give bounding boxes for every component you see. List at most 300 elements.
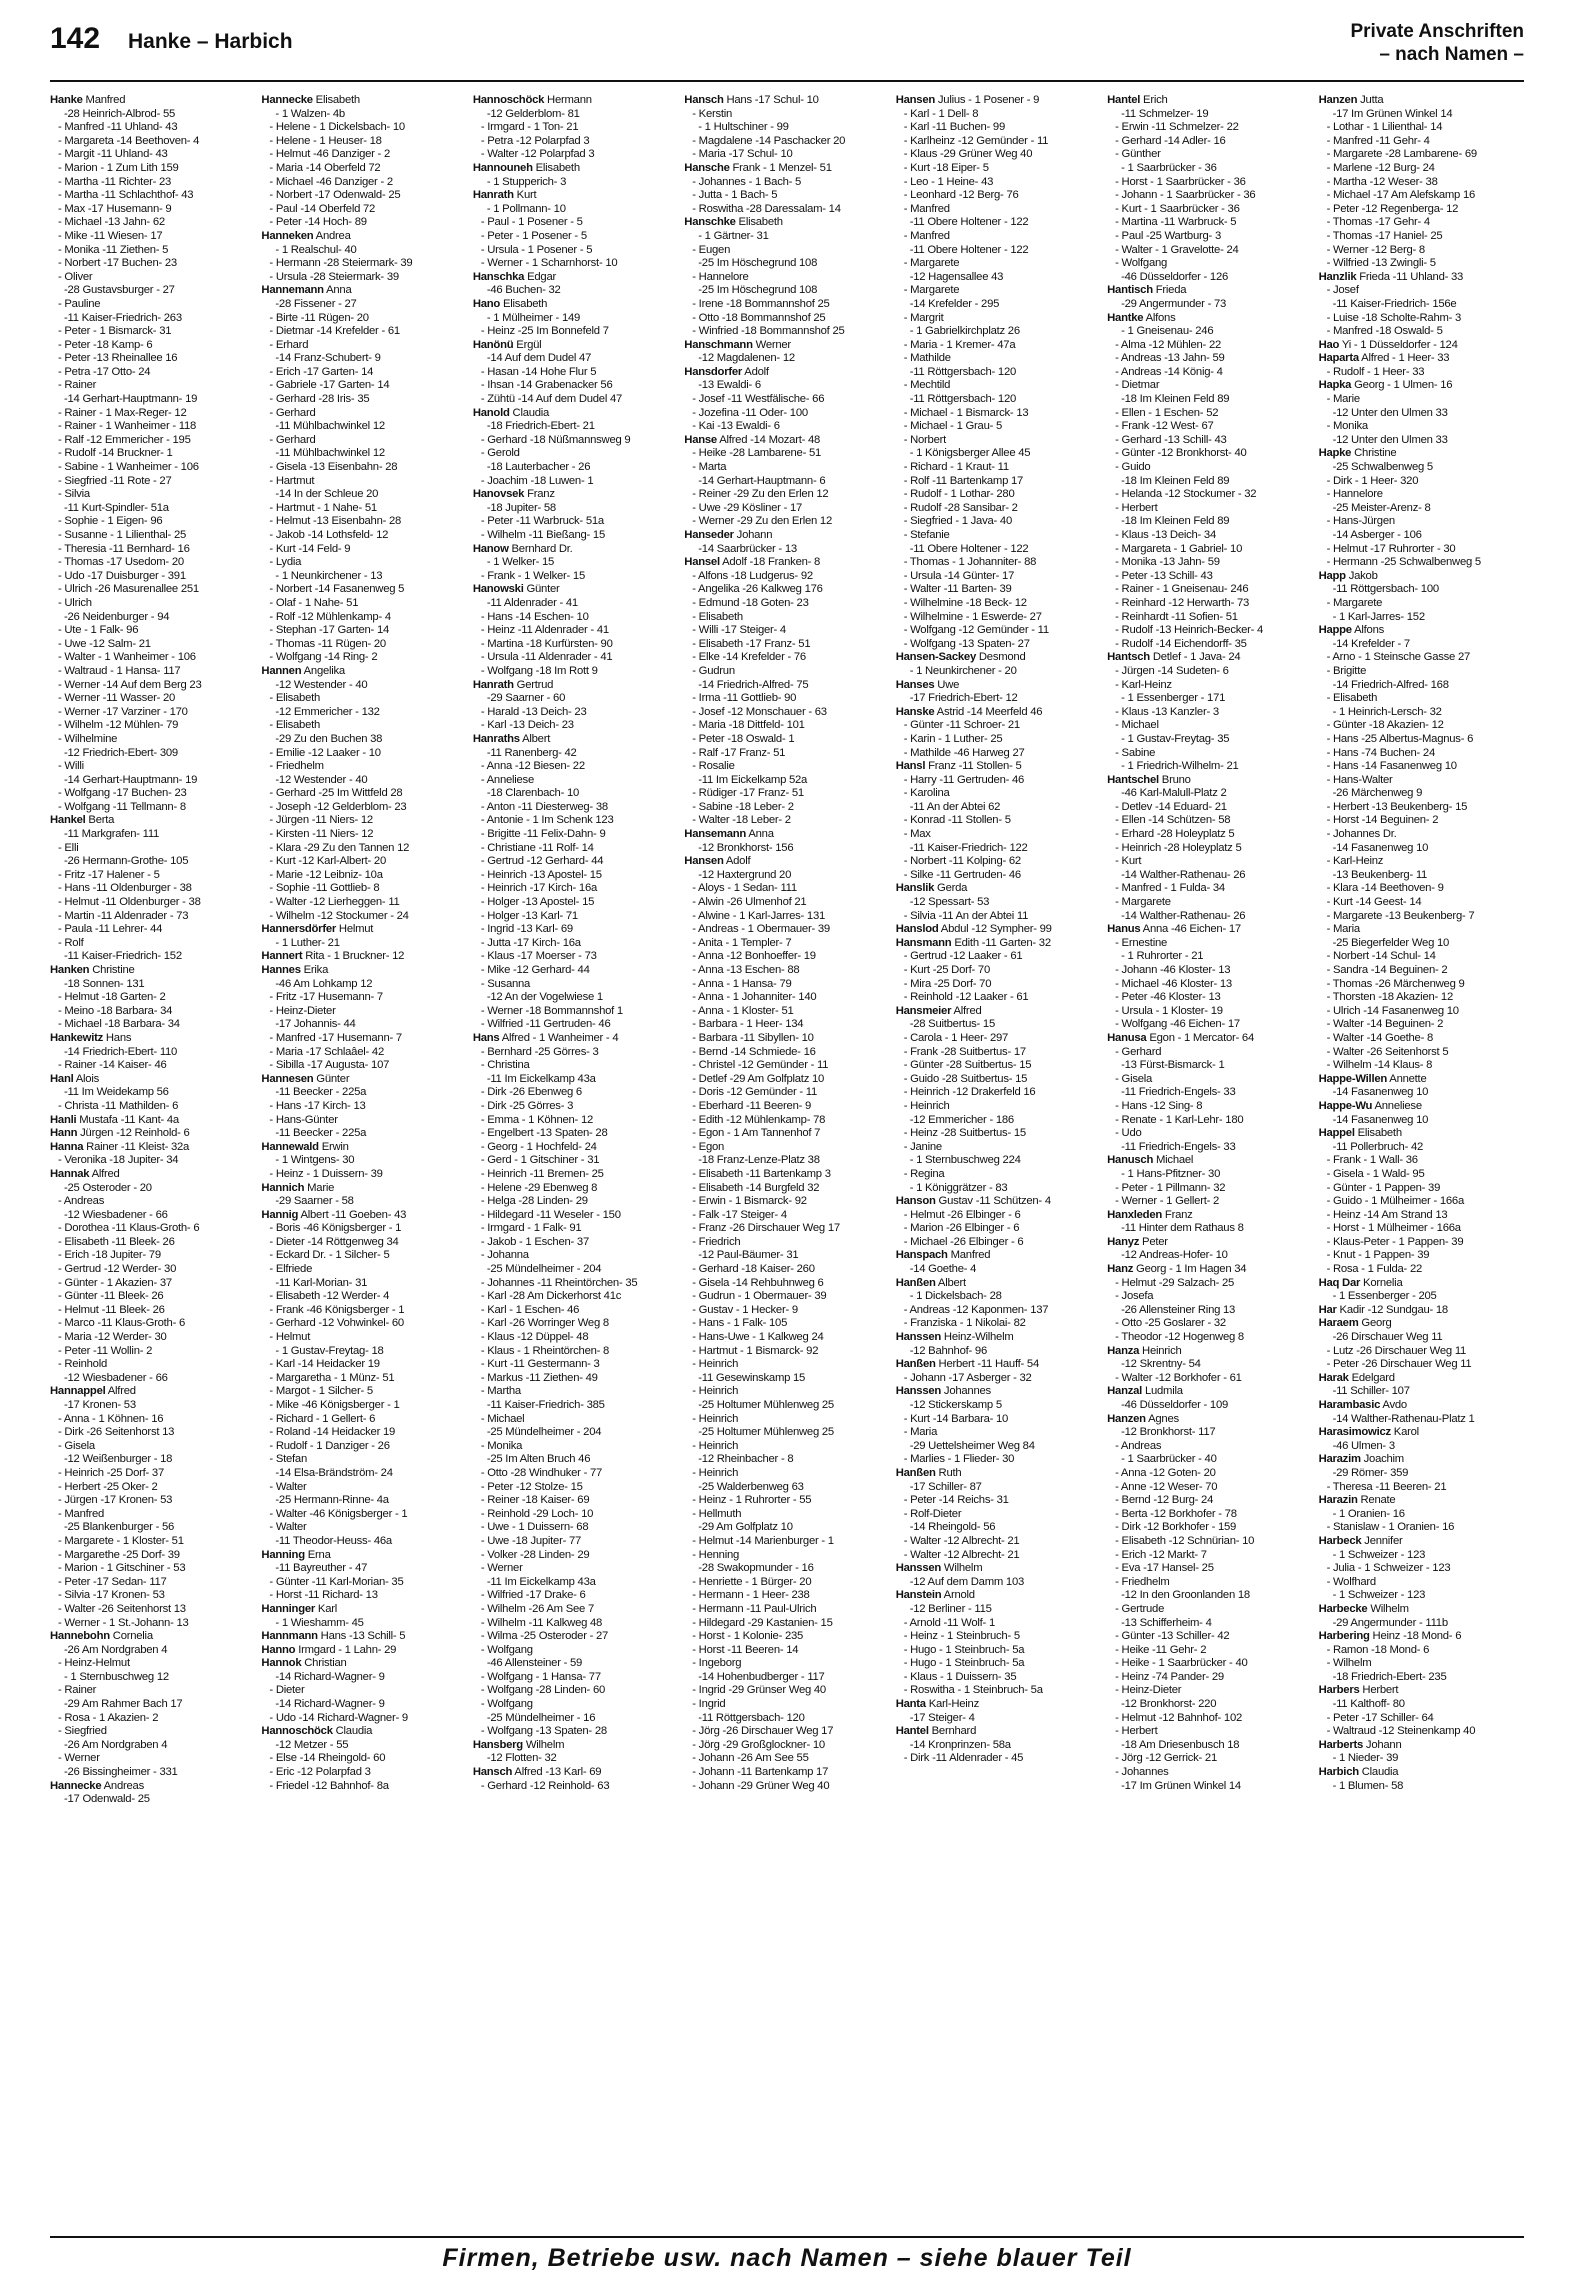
- surname: Hanssen: [895, 1562, 942, 1575]
- surname: Happ: [1318, 569, 1346, 582]
- directory-entry: -12 Metzer - 55: [275, 1738, 349, 1751]
- directory-entry: -25 Im Alten Bruch 46: [486, 1453, 591, 1466]
- directory-entry-head: Hansemann Anna: [684, 828, 774, 841]
- directory-entry-head: Hanno Irmgard - 1 Lahn- 29: [261, 1643, 397, 1656]
- directory-entry: - Maria - 1 Kremer- 47a: [903, 338, 1016, 351]
- directory-entry: - Marion - 1 Zum Lith 159: [58, 161, 179, 174]
- directory-entry: - 1 Hans-Pfitzner- 30: [1121, 1167, 1221, 1180]
- directory-entry: - Günter -13 Schiller- 42: [1115, 1630, 1230, 1643]
- directory-entry: - Heinz -11 Aldenrader - 41: [480, 624, 609, 637]
- directory-entry: -18 Im Kleinen Feld 89: [1121, 474, 1230, 487]
- directory-entry: -12 Emmericher - 186: [909, 1113, 1014, 1126]
- directory-entry: - Norbert -17 Odenwald- 25: [269, 189, 401, 202]
- directory-entry: - Theodor -12 Hogenweg 8: [1115, 1331, 1244, 1344]
- directory-entry: -18 Friedrich-Ebert- 21: [486, 420, 595, 433]
- directory-entry: - Gerold: [480, 447, 520, 460]
- directory-entry: - Elisabeth -14 Burgfeld 32: [692, 1181, 820, 1194]
- surname: Hanses: [895, 678, 935, 691]
- directory-entry: -12 In den Groonlanden 18: [1121, 1589, 1250, 1602]
- directory-entry: - Wolfgang -13 Spaten- 27: [903, 637, 1030, 650]
- surname: Hanrath: [472, 678, 514, 691]
- surname: Hanson: [895, 1195, 936, 1208]
- directory-entry: - Arno - 1 Steinsche Gasse 27: [1326, 651, 1471, 664]
- surname: Hannecke: [261, 94, 313, 106]
- directory-entry-head: Hanönü Ergül: [472, 338, 542, 351]
- directory-entry: - Gerhard -12 Vohwinkel- 60: [269, 1317, 404, 1330]
- directory-entry: - Herbert -25 Oker- 2: [58, 1480, 158, 1493]
- directory-entry-head: Hantel Bernhard: [895, 1725, 977, 1738]
- directory-entry: -25 Osteroder - 20: [64, 1181, 152, 1194]
- directory-entry: - Hartmut - 1 Nahe- 51: [269, 501, 377, 514]
- directory-entry: - 1 Sternbuschweg 12: [64, 1670, 169, 1683]
- surname: Hanyz: [1107, 1235, 1140, 1248]
- directory-entry: - Leonhard -12 Berg- 76: [903, 189, 1019, 202]
- directory-entry: - Gisela - 1 Wald- 95: [1326, 1167, 1425, 1180]
- directory-entry: -18 Lauterbacher - 26: [486, 461, 591, 474]
- surname: Harasimowicz: [1318, 1426, 1391, 1439]
- surname: Hantke: [1107, 311, 1144, 324]
- directory-entry: - Birte -11 Rügen- 20: [269, 311, 369, 324]
- directory-entry: - Knut - 1 Pappen- 39: [1326, 1249, 1430, 1262]
- directory-entry: - 1 Pollmann- 10: [486, 202, 566, 215]
- directory-entry: - 1 Sternbuschweg 224: [909, 1154, 1021, 1167]
- surname: Hantsch: [1107, 651, 1150, 664]
- directory-entry: - Jürgen -14 Sudeten- 6: [1115, 664, 1229, 677]
- directory-entry: -11 Karl-Morian- 31: [275, 1276, 368, 1289]
- directory-entry: - Josef: [1326, 284, 1359, 297]
- directory-entry: - Christel -12 Gemünder - 11: [692, 1059, 829, 1072]
- directory-entry: - Richard - 1 Gellert- 6: [269, 1412, 376, 1425]
- directory-entry: - Klara -14 Beethoven- 9: [1326, 882, 1444, 895]
- directory-entry-head: Happe-Willen Annette: [1318, 1072, 1427, 1085]
- directory-entry: -25 Mündelheimer - 16: [486, 1711, 596, 1724]
- directory-entry: - Anna -12 Bonhoeffer- 19: [692, 950, 816, 963]
- directory-entry: - 1 Oranien- 16: [1332, 1507, 1405, 1520]
- directory-entry: - Wolfgang -18 Im Rott 9: [480, 664, 598, 677]
- directory-entry: -12 Unter den Ulmen 33: [1332, 406, 1448, 419]
- surname: Hanke: [50, 94, 83, 106]
- directory-entry-head: Harbecke Wilhelm: [1318, 1602, 1409, 1615]
- directory-entry: -11 Mühlbachwinkel 12: [275, 420, 385, 433]
- directory-entry: - Alwine - 1 Karl-Jarres- 131: [692, 909, 826, 922]
- directory-entry: - Hermann -25 Schwalbenweg 5: [1326, 556, 1481, 569]
- directory-entry-head: Hanna Rainer -11 Kleist- 32a: [50, 1140, 190, 1153]
- directory-entry: - Uwe -18 Jupiter- 77: [480, 1534, 582, 1547]
- directory-entry: -14 Gerhart-Hauptmann- 19: [64, 773, 198, 786]
- directory-entry: - Holger -13 Karl- 71: [480, 909, 578, 922]
- surname: Hanl: [50, 1072, 74, 1085]
- directory-entry: - Michael -18 Barbara- 34: [58, 1018, 180, 1031]
- directory-entry: - Wolfgang -14 Ring- 2: [269, 651, 378, 664]
- directory-entry-head: Hannmann Hans -13 Schill- 5: [261, 1630, 406, 1643]
- directory-entry: -46 Am Lohkamp 12: [275, 977, 373, 990]
- directory-entry: - Kurt -25 Dorf- 70: [903, 964, 990, 976]
- directory-entry: - Kurt -11 Gestermann- 3: [480, 1358, 600, 1371]
- directory-entry: -12 Gelderblom- 81: [486, 107, 580, 120]
- directory-entry: - Wolfgang: [480, 1698, 533, 1711]
- directory-entry-head: Hanning Erna: [261, 1548, 331, 1561]
- directory-entry: -14 Elsa-Brändström- 24: [275, 1466, 393, 1479]
- directory-entry: - Petra -12 Polarpfad 3: [480, 134, 590, 147]
- directory-entry: - Franziska - 1 Nikolai- 82: [903, 1317, 1026, 1330]
- directory-entry: - Walter -26 Seitenhorst 13: [58, 1602, 186, 1615]
- directory-entry: - Franz -26 Dirschauer Weg 17: [692, 1222, 840, 1235]
- directory-entry-head: Hanke Manfred: [50, 94, 126, 106]
- surname: Hannmann: [261, 1630, 318, 1643]
- directory-entry: -11 Ranenberg- 42: [486, 746, 577, 759]
- directory-entry: - Ellen -14 Schützen- 58: [1115, 814, 1231, 827]
- directory-entry: -18 Clarenbach- 10: [486, 787, 580, 800]
- directory-entry: -26 Neidenburger - 94: [64, 610, 170, 623]
- directory-entry: - Marco -11 Klaus-Groth- 6: [58, 1317, 186, 1330]
- surname: Haq Dar: [1318, 1276, 1361, 1289]
- directory-entry: - Pauline: [58, 297, 101, 310]
- directory-entry: - Peter - 1 Pillmann- 32: [1115, 1181, 1226, 1194]
- directory-entry: -11 Mühlbachwinkel 12: [275, 447, 385, 460]
- directory-entry: - Fritz -17 Halener - 5: [58, 868, 160, 881]
- directory-entry: -29 Römer- 359: [1332, 1466, 1409, 1479]
- directory-entry: - Werner -18 Bommannshof 1: [480, 1004, 623, 1017]
- directory-entry: - Norbert: [903, 433, 947, 446]
- directory-entry-head: Hansdorfer Adolf: [684, 365, 769, 378]
- directory-entry: - Leo - 1 Heine- 43: [903, 175, 994, 188]
- directory-entry: - Frank -46 Königsberger - 1: [269, 1303, 405, 1316]
- directory-entry: - Wolfgang -11 Tellmann- 8: [58, 800, 186, 813]
- directory-entry: - Silke -11 Gertruden- 46: [903, 868, 1021, 881]
- directory-entry: -46 Düsseldorfer - 126: [1121, 270, 1229, 283]
- directory-entry: -29 Zu den Buchen 38: [275, 732, 383, 745]
- directory-column: [896, 94, 1101, 2204]
- directory-entry-head: Haparta Alfred - 1 Heer- 33: [1318, 352, 1450, 365]
- directory-entry: - Ihsan -14 Grabenacker 56: [480, 379, 613, 392]
- directory-entry-head: Hannak Alfred: [50, 1167, 120, 1180]
- directory-entry: - Peter -13 Schill- 43: [1115, 569, 1213, 582]
- directory-entry: - Paul -25 Wartburg- 3: [1115, 229, 1221, 242]
- directory-entry-head: Hanneken Andrea: [261, 229, 351, 242]
- directory-entry: -12 Hagensallee 43: [909, 270, 1004, 283]
- directory-entry: - Markus -11 Ziethen- 49: [480, 1371, 598, 1384]
- directory-entry: - Margarete: [1115, 896, 1171, 909]
- directory-entry-head: Hannersdörfer Helmut: [261, 923, 374, 936]
- directory-entry: - Walter -46 Königsberger - 1: [269, 1507, 408, 1520]
- directory-entry-head: Hanrath Kurt: [472, 189, 537, 202]
- directory-entry: - Josefa: [1115, 1290, 1154, 1303]
- directory-entry: - Gerhard -12 Reinhold- 63: [480, 1779, 610, 1792]
- surname: Hanse: [684, 433, 717, 446]
- directory-entry-head: Harbers Herbert: [1318, 1684, 1399, 1697]
- directory-entry: - Johann - 1 Saarbrücker - 36: [1115, 189, 1256, 202]
- surname: Hanschke: [684, 216, 736, 229]
- directory-column: [261, 94, 466, 2204]
- directory-entry: - Heinrich: [903, 1099, 950, 1112]
- surname: Hanken: [50, 964, 90, 976]
- directory-entry: - Anna - 1 Johanniter- 140: [692, 991, 817, 1004]
- directory-entry: - Edmund -18 Goten- 23: [692, 596, 809, 609]
- directory-entry: - Harald -13 Deich- 23: [480, 705, 587, 718]
- directory-entry: - Rainer - 1 Wanheimer - 118: [58, 420, 197, 433]
- directory-entry: - Irmgard - 1 Falk- 91: [480, 1222, 582, 1235]
- directory-entry: - Günter -11 Bleek- 26: [58, 1290, 164, 1303]
- directory-entry: - Elisabeth -11 Bartenkamp 3: [692, 1167, 831, 1180]
- directory-entry: -12 Bronkhorst- 117: [1121, 1426, 1216, 1439]
- directory-entry: - Marie -12 Leibniz- 10a: [269, 868, 383, 881]
- directory-entry: - Ulrich: [58, 596, 92, 609]
- directory-entry: - Kurt -18 Eiper- 5: [903, 161, 989, 174]
- directory-entry: -11 Obere Holtener - 122: [909, 542, 1029, 555]
- directory-entry: - Marlies - 1 Flieder- 30: [903, 1453, 1015, 1466]
- directory-entry: - Emilie -12 Laaker - 10: [269, 746, 381, 759]
- directory-entry: -14 In der Schleue 20: [275, 488, 379, 501]
- directory-entry: - Manfred: [903, 202, 950, 215]
- surname: Harberts: [1318, 1738, 1364, 1751]
- directory-entry-head: Hansel Adolf -18 Franken- 8: [684, 556, 821, 569]
- surname: Hanschka: [472, 270, 525, 283]
- directory-entry-head: Hanta Karl-Heinz: [895, 1698, 979, 1711]
- directory-entry-head: Haraem Georg: [1318, 1317, 1392, 1330]
- directory-entry: - Heinz - 1 Ruhrorter - 55: [692, 1494, 812, 1507]
- directory-entry: - Frank -28 Suitbertus- 17: [903, 1045, 1026, 1058]
- directory-entry: - Johannes -11 Rheintörchen- 35: [480, 1276, 638, 1289]
- directory-entry: - Hildegard -29 Kastanien- 15: [692, 1616, 833, 1629]
- surname: Hanslod: [895, 923, 939, 936]
- surname: Hanna: [50, 1140, 84, 1153]
- surname: Hannes: [261, 964, 301, 976]
- directory-entry: - Wilhelmine: [58, 732, 118, 745]
- directory-entry: -26 Am Nordgraben 4: [64, 1643, 168, 1656]
- directory-entry: - Rolf-Dieter: [903, 1507, 962, 1520]
- directory-entry: - Waltraud -12 Steinenkamp 40: [1326, 1725, 1476, 1738]
- directory-entry: - Michael -17 Am Alefskamp 16: [1326, 189, 1476, 202]
- directory-entry: - Jürgen -11 Niers- 12: [269, 814, 373, 827]
- directory-column: [684, 94, 889, 2204]
- surname: Hantschel: [1107, 773, 1159, 786]
- directory-entry: - Falk -17 Steiger- 4: [692, 1208, 787, 1221]
- directory-entry: - Gabriele -17 Garten- 14: [269, 379, 390, 392]
- directory-entry-head: Harbich Claudia: [1318, 1766, 1399, 1779]
- directory-entry: - Sibilla -17 Augusta- 107: [269, 1059, 390, 1072]
- directory-entry: - Klaus -29 Grüner Weg 40: [903, 148, 1033, 161]
- directory-entry: -18 Franz-Lenze-Platz 38: [698, 1154, 820, 1167]
- directory-entry: -11 Gesewinskamp 15: [698, 1371, 806, 1384]
- directory-entry: - Rudolf - 1 Danziger - 26: [269, 1439, 390, 1452]
- directory-entry: - Bernd -12 Burg- 24: [1115, 1494, 1214, 1507]
- surname: Hanslik: [895, 882, 935, 895]
- directory-entry: - Gerd - 1 Gitschiner - 31: [480, 1154, 600, 1167]
- directory-entry: - Rudolf -13 Heinrich-Becker- 4: [1115, 624, 1264, 637]
- directory-entry-head: Hansberg Wilhelm: [472, 1738, 565, 1751]
- directory-entry: - Siegfried: [58, 1725, 107, 1738]
- directory-entry: - Ralf -12 Emmericher - 195: [58, 433, 191, 446]
- directory-entry: - Horst -11 Beeren- 14: [692, 1643, 799, 1656]
- directory-entry: - Irma -11 Gottlieb- 90: [692, 692, 797, 705]
- directory-entry: - Irene -18 Bommannshof 25: [692, 297, 830, 310]
- directory-entry: - Anna - 1 Köhnen- 16: [58, 1412, 164, 1425]
- directory-entry: - Engelbert -13 Spaten- 28: [480, 1127, 608, 1140]
- directory-entry: - Udo: [1115, 1127, 1142, 1140]
- directory-entry: - Jutta - 1 Bach- 5: [692, 189, 778, 202]
- directory-entry: - Horst -14 Beguinen- 2: [1326, 814, 1439, 827]
- directory-entry: - Uwe -29 Kösliner - 17: [692, 501, 803, 514]
- directory-entry-head: Hanz Georg - 1 Im Hagen 34: [1107, 1263, 1247, 1276]
- directory-entry: - Reinhard -12 Herwarth- 73: [1115, 596, 1250, 609]
- directory-entry: -25 Schwalbenweg 5: [1332, 461, 1433, 474]
- directory-entry: -26 Hermann-Grothe- 105: [64, 855, 189, 868]
- surname: Hanz: [1107, 1263, 1134, 1276]
- directory-entry: - 1 Walzen- 4b: [275, 107, 345, 120]
- directory-column: [1319, 94, 1524, 2204]
- directory-entry: - Janine: [903, 1140, 942, 1153]
- directory-entry-head: Hantke Alfons: [1107, 311, 1176, 324]
- directory-entry: -17 Im Grünen Winkel 14: [1121, 1779, 1241, 1792]
- section-title-line-1: Private Anschriften: [1350, 21, 1524, 42]
- directory-entry: - Wilhelm -11 Kalkweg 48: [480, 1616, 603, 1629]
- directory-entry: -17 Im Grünen Winkel 14: [1332, 107, 1453, 120]
- directory-entry: - Barbara -11 Sibyllen- 10: [692, 1031, 814, 1044]
- directory-entry: - Detlev -14 Eduard- 21: [1115, 800, 1227, 813]
- directory-entry: - Peter -11 Warbruck- 51a: [480, 515, 604, 528]
- directory-entry: - Hannelore: [1326, 488, 1383, 501]
- directory-entry: -11 Im Weidekamp 56: [64, 1086, 169, 1099]
- directory-entry: - Sophie - 1 Eigen- 96: [58, 515, 163, 528]
- surname: Hanold: [472, 406, 510, 419]
- directory-entry: - 1 Dickelsbach- 28: [909, 1290, 1002, 1303]
- directory-entry: - Elisabeth: [269, 692, 321, 705]
- surname: Harbering: [1318, 1630, 1370, 1643]
- directory-entry: -11 Bayreuther - 47: [275, 1562, 368, 1575]
- directory-entry: -11 Kaiser-Friedrich- 156e: [1332, 297, 1457, 310]
- directory-entry-head: Hanza Heinrich: [1107, 1344, 1182, 1357]
- directory-entry: - Theresa -11 Beeren- 21: [1326, 1480, 1447, 1493]
- directory-entry: - Peter -14 Hoch- 89: [269, 216, 367, 229]
- directory-entry: -25 Holtumer Mühlenweg 25: [698, 1399, 834, 1411]
- directory-entry-head: Hanli Mustafa -11 Kant- 4a: [50, 1113, 179, 1126]
- directory-entry: - Kurt - 1 Saarbrücker - 36: [1115, 202, 1240, 215]
- directory-entry: - Werner - 1 Scharnhorst- 10: [480, 257, 618, 270]
- directory-entry: - Rudolf - 1 Lothar- 280: [903, 488, 1015, 501]
- directory-entry: - Otto -25 Goslarer - 32: [1115, 1317, 1226, 1330]
- directory-entry: - Rainer - 1 Gneisenau- 246: [1115, 583, 1249, 596]
- directory-entry: - Dorothea -11 Klaus-Groth- 6: [58, 1222, 200, 1235]
- surname: Hannak: [50, 1167, 90, 1180]
- directory-entry-head: Harazim Joachim: [1318, 1453, 1404, 1466]
- directory-entry: - Harry -11 Gertruden- 46: [903, 773, 1025, 786]
- surname: Hanning: [261, 1548, 305, 1561]
- surname: Hansberg: [472, 1738, 523, 1751]
- directory-entry: - Andreas - 1 Obermauer- 39: [692, 923, 830, 936]
- directory-entry: - Hans -74 Buchen- 24: [1326, 746, 1435, 759]
- directory-entry: - Rudolf -28 Sansibar- 2: [903, 501, 1018, 514]
- directory-entry: - Heinrich -12 Drakerfeld 16: [903, 1086, 1036, 1099]
- directory-entry: - Manfred: [58, 1507, 105, 1520]
- directory-entry: - Wilfried -13 Zwingli- 5: [1326, 257, 1436, 270]
- directory-entry: - Friedhelm: [1115, 1575, 1170, 1588]
- surname: Hantisch: [1107, 284, 1153, 297]
- directory-entry-head: Hann Jürgen -12 Reinhold- 6: [50, 1127, 190, 1140]
- directory-entry-head: Hanzlik Frieda -11 Uhland- 33: [1318, 270, 1464, 283]
- directory-entry: - Anna -12 Biesen- 22: [480, 760, 585, 773]
- page-footer: [50, 2236, 1524, 2282]
- surname: Hansmann: [895, 936, 952, 949]
- directory-entry: - Peter -13 Rheinallee 16: [58, 352, 178, 365]
- directory-entry: -12 Westender - 40: [275, 773, 368, 786]
- surname: Hanssen: [895, 1385, 942, 1398]
- directory-entry: - Helene -29 Ebenweg 8: [480, 1181, 598, 1194]
- directory-entry: -28 Swakopmunder - 16: [698, 1562, 814, 1575]
- directory-entry: - Margarete: [1326, 596, 1383, 609]
- directory-entry: - Michael - 1 Grau- 5: [903, 420, 1003, 433]
- directory-entry: - Oliver: [58, 270, 93, 283]
- surname: Hannecke: [50, 1779, 102, 1792]
- surname: Harak: [1318, 1371, 1349, 1384]
- directory-entry: - Anita - 1 Templer- 7: [692, 936, 792, 949]
- directory-entry: - Stanislaw - 1 Oranien- 16: [1326, 1521, 1455, 1534]
- directory-entry: - Werner -12 Berg- 8: [1326, 243, 1425, 256]
- directory-entry: - Elisabeth: [692, 610, 743, 623]
- directory-entry-head: Hankewitz Hans: [50, 1031, 132, 1044]
- directory-entry: - 1 Gustav-Freytag- 35: [1121, 732, 1230, 745]
- directory-entry: - Manfred: [903, 229, 950, 242]
- directory-entry: -11 Beecker - 225a: [275, 1086, 367, 1099]
- directory-entry-head: Harberts Johann: [1318, 1738, 1402, 1751]
- directory-entry: - Walter: [269, 1521, 307, 1534]
- directory-entry: - Karl-Heinz: [1115, 678, 1172, 691]
- directory-entry: - Monika: [480, 1439, 523, 1452]
- directory-entry: - Jörg -29 Großglockner- 10: [692, 1738, 825, 1751]
- directory-entry: - Kurt -14 Geest- 14: [1326, 896, 1422, 909]
- directory-entry: - Walter - 1 Wanheimer - 106: [58, 651, 196, 664]
- surname: Happe: [1318, 624, 1352, 637]
- directory-entry: -12 Magdalenen- 12: [698, 352, 795, 365]
- directory-entry: - Hans-Walter: [1326, 773, 1393, 786]
- directory-entry: - Maria -12 Werder- 30: [58, 1331, 167, 1344]
- directory-entry: - Carola - 1 Heer- 297: [903, 1031, 1009, 1044]
- surname: Hansch: [684, 94, 724, 106]
- directory-entry: - Michael -46 Kloster- 13: [1115, 977, 1232, 990]
- directory-entry: -12 Andreas-Hofer- 10: [1121, 1249, 1228, 1262]
- directory-entry: - Peter -18 Kamp- 6: [58, 338, 153, 351]
- directory-entry: - 1 Gustav-Freytag- 18: [275, 1344, 384, 1357]
- directory-entry-head: Hanstein Arnold: [895, 1589, 975, 1602]
- directory-entry: - Guido - 1 Mülheimer - 166a: [1326, 1195, 1464, 1208]
- directory-entry: - Eric -12 Polarpfad 3: [269, 1766, 371, 1779]
- directory-entry: - 1 Hultschiner - 99: [698, 121, 789, 134]
- surname: Hanza: [1107, 1344, 1140, 1357]
- directory-entry-head: Hannoschöck Hermann: [472, 94, 592, 106]
- directory-entry: - Heinz -74 Pander- 29: [1115, 1670, 1224, 1683]
- directory-entry: - Egon: [692, 1140, 725, 1153]
- directory-entry: - Thomas -17 Usedom- 20: [58, 556, 184, 569]
- directory-entry: - Olaf - 1 Nahe- 51: [269, 596, 359, 609]
- surname: Harbers: [1318, 1684, 1360, 1697]
- directory-entry: - Hans -12 Sing- 8: [1115, 1099, 1203, 1112]
- directory-entry: - Gertrud -12 Gerhard- 44: [480, 855, 604, 868]
- name-range: Hanke – Harbich: [128, 30, 293, 53]
- directory-entry: - Joachim -18 Luwen- 1: [480, 474, 594, 487]
- directory-entry: - Kerstin: [692, 107, 733, 120]
- directory-entry: - Reinhold -29 Loch- 10: [480, 1507, 594, 1520]
- directory-entry: - Ulrich -14 Fasanenweg 10: [1326, 1004, 1459, 1017]
- surname: Hanzen: [1107, 1412, 1146, 1425]
- directory-entry-head: Hansche Frank - 1 Menzel- 51: [684, 161, 832, 174]
- directory-entry: - Ursula -11 Aldenrader - 41: [480, 651, 613, 664]
- directory-entry: -12 Auf dem Damm 103: [909, 1575, 1025, 1588]
- directory-entry: - Gerhard -14 Adler- 16: [1115, 134, 1226, 147]
- directory-entry-head: Hanssen Heinz-Wilhelm: [895, 1331, 1014, 1344]
- surname: Hanßen: [895, 1358, 936, 1371]
- directory-entry: - Werner - 1 Gellert- 2: [1115, 1195, 1220, 1208]
- directory-entry: - Michael - 1 Bismarck- 13: [903, 406, 1029, 419]
- directory-entry: -25 Mündelheimer - 204: [486, 1426, 602, 1439]
